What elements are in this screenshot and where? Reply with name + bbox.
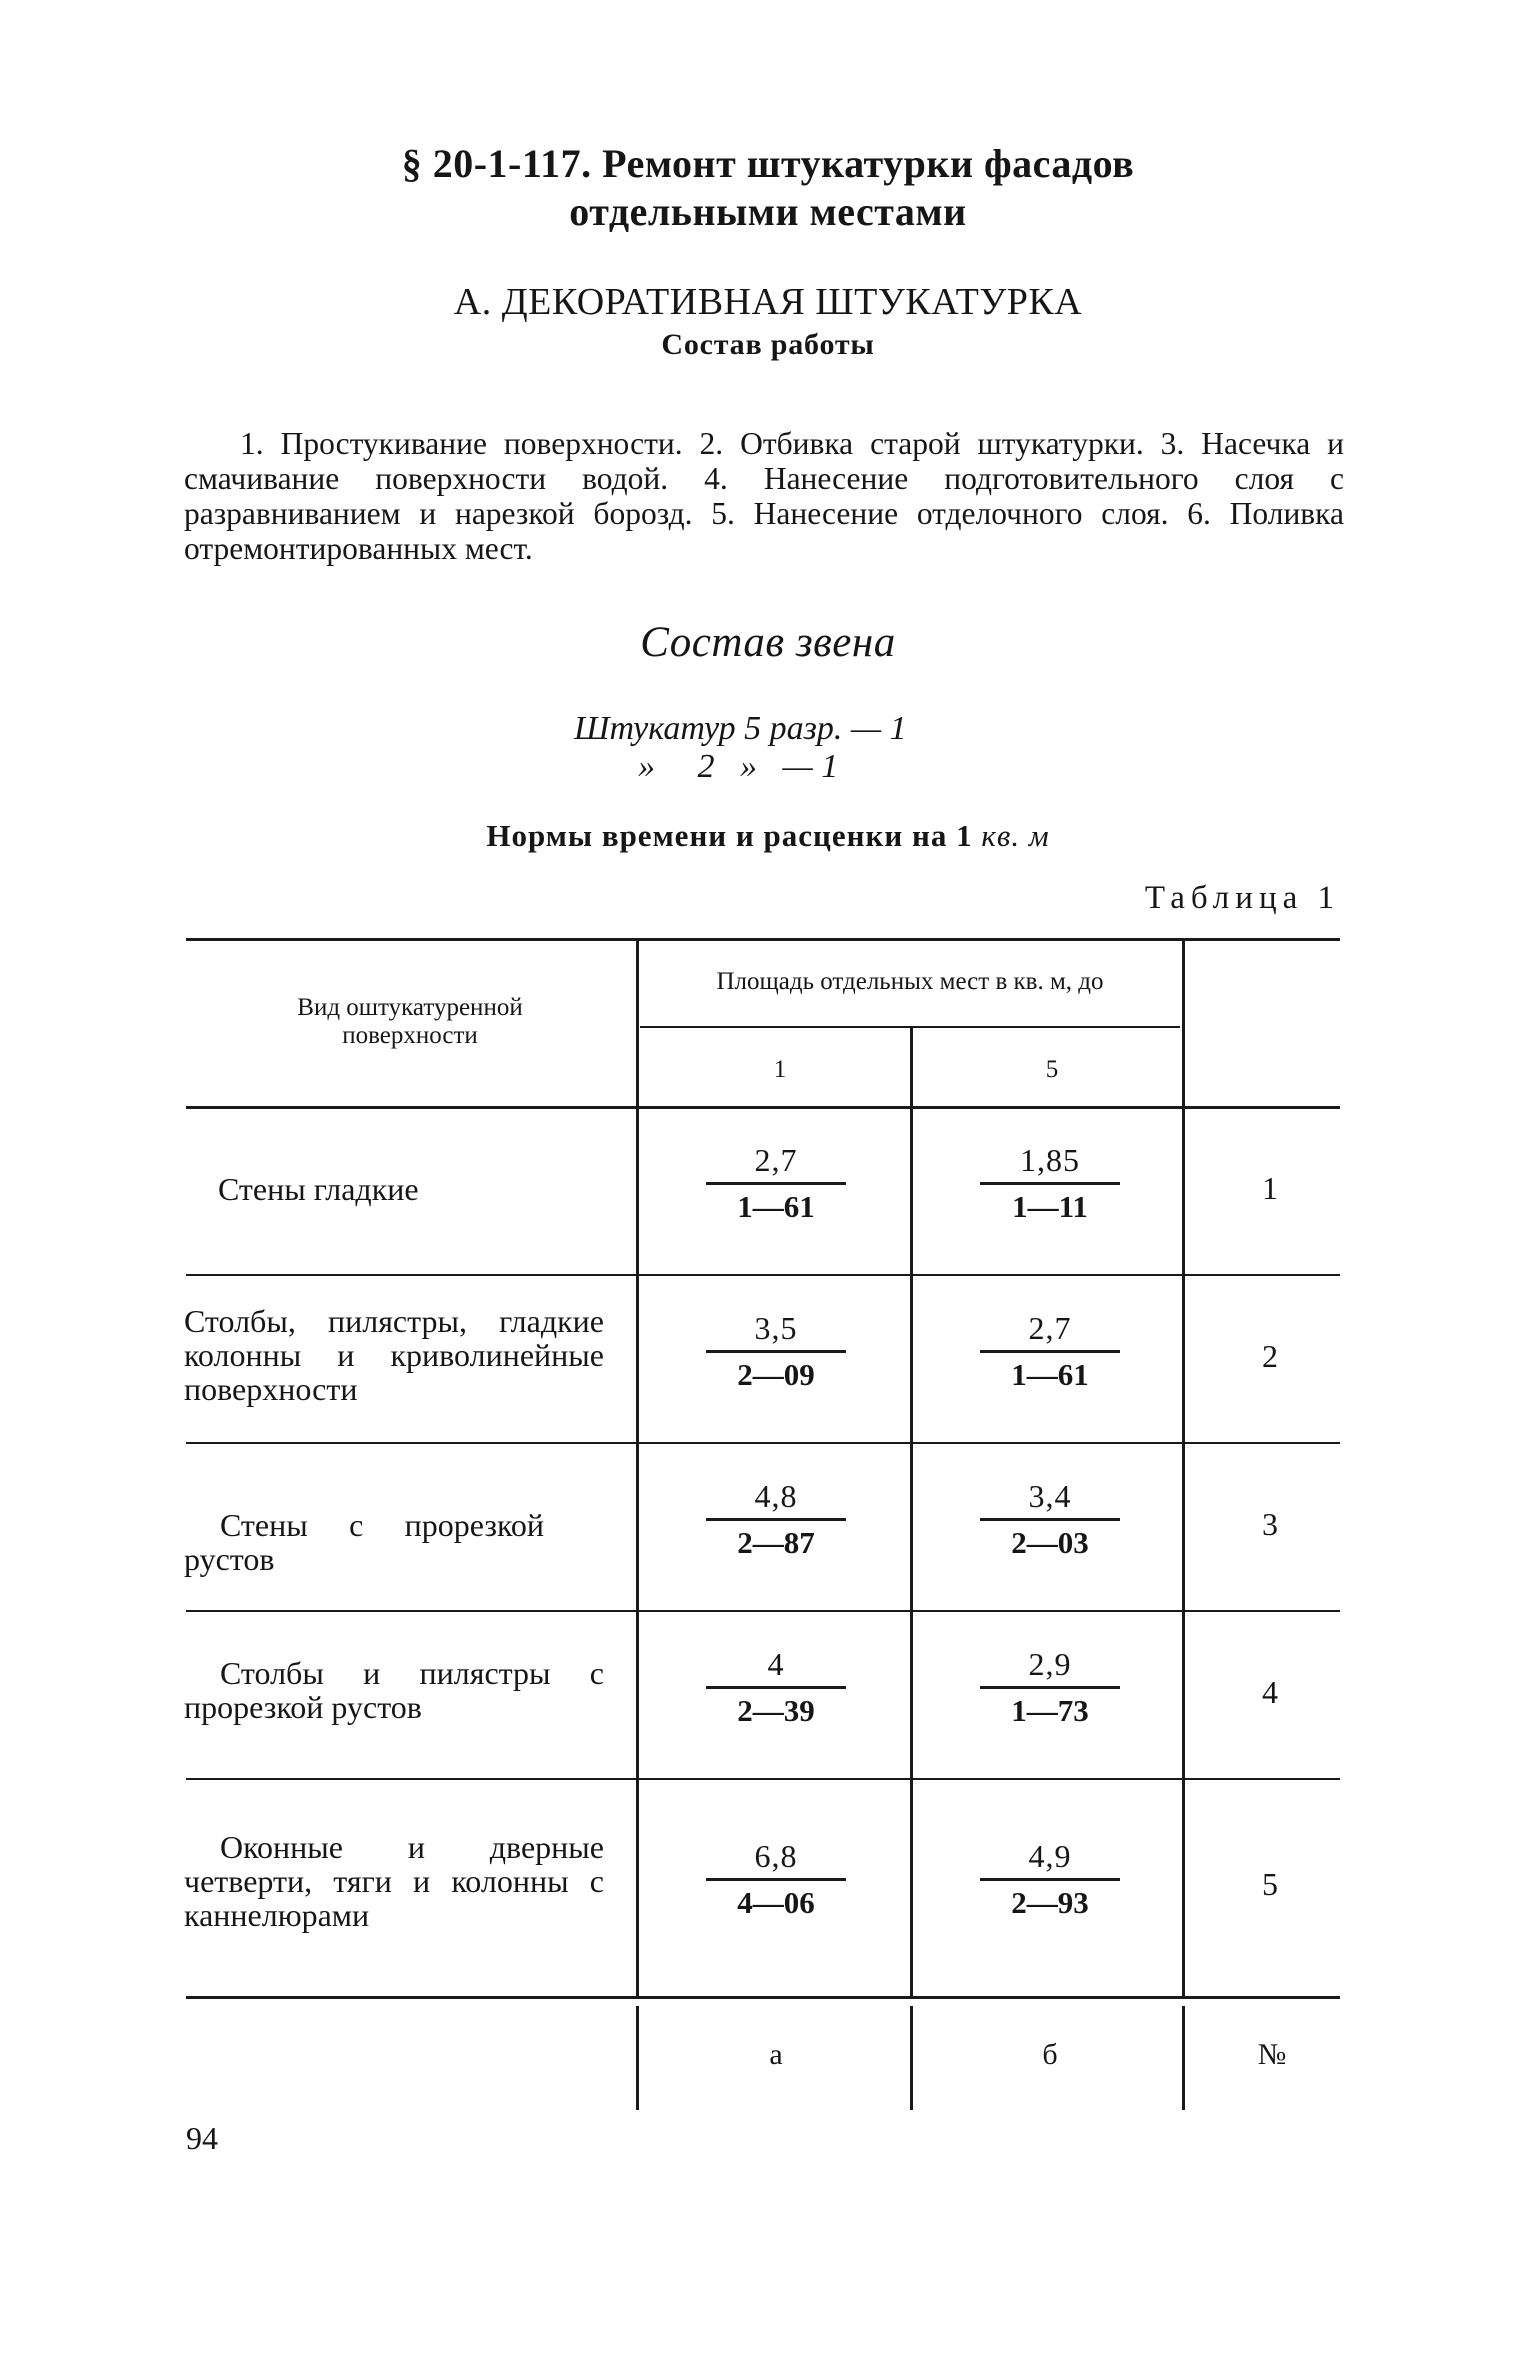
crew-line-1: Штукатур 5 разр. — 1 bbox=[574, 710, 907, 747]
time-norm: 2,7 bbox=[706, 1140, 846, 1185]
vrule-num-header bbox=[1182, 940, 1185, 1108]
row-label: Столбы, пилястры, гладкие колонны и криволинейные поверхности bbox=[184, 1303, 604, 1407]
section-title-line-1: § 20-1-117. Ремонт штукатурки фасадов bbox=[401, 141, 1135, 186]
rate: 1—61 bbox=[1011, 1357, 1089, 1392]
vrule-num-footer bbox=[1182, 2006, 1185, 2110]
vrule-b-header bbox=[910, 1028, 913, 1108]
norm-cell bbox=[980, 1308, 1120, 1395]
page-number: 94 bbox=[186, 2120, 218, 2156]
subsection-heading: А. ДЕКОРАТИВНАЯ ШТУКАТУРКА bbox=[453, 281, 1083, 323]
row-rule-3 bbox=[186, 1610, 1340, 1612]
vrule-num-row1 bbox=[1182, 1108, 1185, 1276]
time-norm: 2,7 bbox=[980, 1308, 1120, 1353]
row-number: 2 bbox=[1262, 1338, 1278, 1374]
work-composition-text: 1. Простукивание поверхности. 2. Отбивка старой штукатурки. 3. Насечка и смачивание поверхности водой. 4. Нанесение подготовительного слоя с разравниванием и нарезкой борозд. 5. Нанесение отделочного слоя. 6. Поливка отремонтированных мест. bbox=[184, 426, 1344, 566]
time-norm: 6,8 bbox=[706, 1836, 846, 1881]
vrule-a-row2 bbox=[636, 1276, 639, 1444]
row-number: 1 bbox=[1262, 1170, 1278, 1206]
time-norm: 3,5 bbox=[706, 1308, 846, 1353]
header-area-col-1: 1 bbox=[773, 1056, 787, 1083]
norms-heading-text: Нормы времени и расценки на 1 bbox=[486, 818, 973, 853]
section-title bbox=[0, 140, 1536, 236]
footer-col-number: № bbox=[1257, 2038, 1287, 2071]
footer-col-b: б bbox=[1042, 2038, 1058, 2071]
work-composition-heading: Состав работы bbox=[661, 328, 875, 361]
vrule-num-row2 bbox=[1182, 1276, 1185, 1444]
header-bottom-rule bbox=[186, 1106, 1340, 1109]
time-norm: 2,9 bbox=[980, 1644, 1120, 1689]
rate: 2—09 bbox=[737, 1357, 815, 1392]
row-label: Оконные и дверные четверти, тяги и колонны с каннелюрами bbox=[184, 1829, 604, 1933]
time-norm: 1,85 bbox=[980, 1140, 1120, 1185]
norm-cell bbox=[706, 1644, 846, 1731]
time-norm: 4 bbox=[706, 1644, 846, 1689]
row-number: 3 bbox=[1262, 1506, 1278, 1542]
row-rule-4 bbox=[186, 1778, 1340, 1780]
vrule-b-footer bbox=[910, 2006, 913, 2110]
vrule-num-row4 bbox=[1182, 1612, 1185, 1780]
vrule-a-footer bbox=[636, 2006, 639, 2110]
norms-heading-unit: кв. м bbox=[981, 818, 1050, 853]
rate: 2—39 bbox=[737, 1693, 815, 1728]
norm-cell bbox=[980, 1836, 1120, 1923]
table-label: Таблица 1 bbox=[1144, 880, 1340, 916]
norm-cell bbox=[706, 1476, 846, 1563]
vrule-a-row3 bbox=[636, 1444, 639, 1612]
vrule-b-row3 bbox=[910, 1444, 913, 1612]
norm-cell bbox=[706, 1140, 846, 1227]
crew-heading: Состав звена bbox=[640, 619, 896, 666]
row-rule-2 bbox=[186, 1442, 1340, 1444]
vrule-b-row5 bbox=[910, 1780, 913, 1998]
row-number: 4 bbox=[1262, 1674, 1278, 1710]
norm-cell bbox=[980, 1644, 1120, 1731]
work-composition-paragraph bbox=[184, 426, 1344, 566]
time-norm: 4,8 bbox=[706, 1476, 846, 1521]
rate: 1—73 bbox=[1011, 1693, 1089, 1728]
rate: 1—61 bbox=[737, 1189, 815, 1224]
vrule-b-row4 bbox=[910, 1612, 913, 1780]
footer-col-a: а bbox=[769, 2038, 783, 2071]
row-number: 5 bbox=[1262, 1866, 1278, 1902]
section-title-line-2: отдельными местами bbox=[569, 189, 967, 234]
vrule-a-row5 bbox=[636, 1780, 639, 1998]
header-area-col-5: 5 bbox=[1045, 1056, 1059, 1083]
norm-cell bbox=[706, 1308, 846, 1395]
table-top-rule bbox=[186, 938, 1340, 941]
rate: 2—87 bbox=[737, 1525, 815, 1560]
row-label: Столбы и пилястры с прорезкой рустов bbox=[184, 1655, 604, 1725]
row-label: Стены гладкие bbox=[218, 1171, 419, 1207]
norm-cell bbox=[706, 1836, 846, 1923]
vrule-num-row3 bbox=[1182, 1444, 1185, 1612]
table-bottom-rule bbox=[186, 1996, 1340, 1999]
vrule-a-header bbox=[636, 940, 639, 1108]
norm-cell bbox=[980, 1476, 1120, 1563]
header-area: Площадь отдельных мест в кв. м, до bbox=[716, 968, 1104, 995]
rate: 2—03 bbox=[1011, 1525, 1089, 1560]
vrule-num-row5 bbox=[1182, 1780, 1185, 1998]
row-label: Стены с прорезкой рустов bbox=[184, 1507, 544, 1577]
time-norm: 3,4 bbox=[980, 1476, 1120, 1521]
rate: 4—06 bbox=[737, 1885, 815, 1920]
norm-cell bbox=[980, 1140, 1120, 1227]
rate: 1—11 bbox=[1012, 1189, 1088, 1224]
vrule-b-row2 bbox=[910, 1276, 913, 1444]
row-rule-1 bbox=[186, 1274, 1340, 1276]
rate: 2—93 bbox=[1011, 1885, 1089, 1920]
crew-line-2: » 2 » — 1 bbox=[638, 748, 839, 785]
header-surface-type: Вид оштукатуренной поверхности bbox=[297, 994, 523, 1049]
vrule-a-row4 bbox=[636, 1612, 639, 1780]
time-norm: 4,9 bbox=[980, 1836, 1120, 1881]
vrule-b-row1 bbox=[910, 1108, 913, 1276]
norms-heading bbox=[0, 818, 1536, 854]
vrule-a-row1 bbox=[636, 1108, 639, 1276]
